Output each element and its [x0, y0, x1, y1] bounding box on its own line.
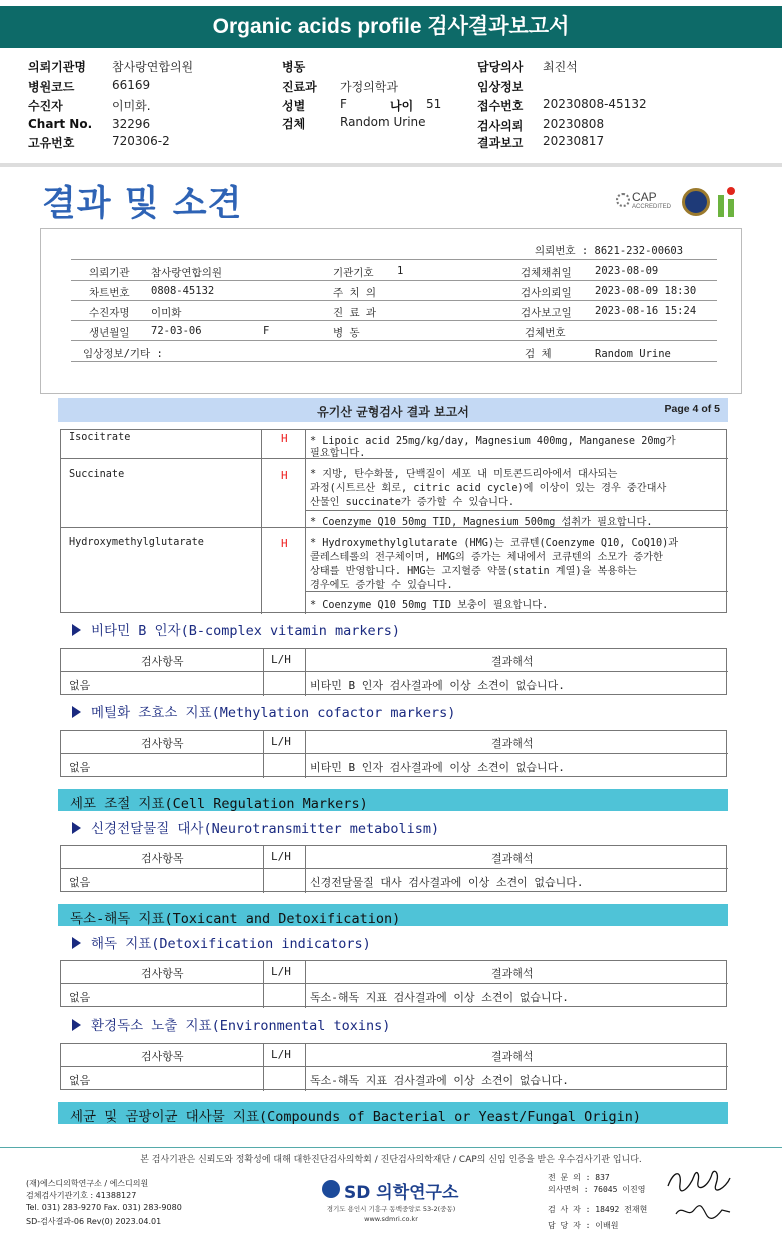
header-label: 임상정보	[477, 80, 524, 94]
age-value: 51	[426, 97, 442, 111]
subsection-heading	[72, 619, 400, 639]
organic-acid-results-table	[60, 429, 727, 613]
sd-logo-icon	[322, 1180, 340, 1198]
interpretation-line: 필요합니다.	[310, 448, 366, 459]
col-header-lh: L/H	[271, 965, 291, 978]
item-cell: 없음	[69, 876, 91, 889]
accreditation-note: 본 검사기관은 신뢰도와 정확성에 대해 대한진단검사의학회 / 진단검사의학재단 / CAP의 신임 인증을 받은 우수검사기관 입니다.	[140, 1155, 642, 1165]
footer-divider	[0, 1147, 782, 1148]
info-value: 이미화	[151, 307, 182, 319]
interpretation-line: 산물인 succinate가 증가할 수 있습니다.	[310, 497, 514, 508]
cap-logo-text: CAP	[632, 190, 657, 204]
category-title: 세포 조절 지표(Cell Regulation Markers)	[70, 796, 368, 812]
info-label: 병 동	[333, 327, 360, 339]
category-bar	[58, 789, 728, 811]
header-label: 수진자	[28, 99, 63, 113]
interpretation-line: * 지방, 탄수화물, 단백질이 세포 내 미토콘드리아에서 대사되는	[310, 469, 618, 480]
info-label: 임상정보/기타 :	[83, 348, 163, 360]
cap-emblem-icon	[616, 193, 630, 207]
info-label: 의뢰기관	[89, 267, 130, 279]
info-value: Random Urine	[595, 348, 671, 360]
category-bar	[58, 1102, 728, 1124]
header-value: 720306-2	[112, 134, 170, 148]
divider	[71, 300, 717, 301]
divider	[71, 320, 717, 321]
result-cell: 비타민 B 인자 검사결과에 이상 소견이 없습니다.	[310, 679, 565, 692]
header-value: 이미화.	[112, 99, 151, 113]
header-label: 병동	[282, 60, 306, 74]
info-label: 기관기호	[333, 267, 374, 279]
col-header-item: 검사항목	[141, 967, 184, 980]
info-label: 주 치 의	[333, 287, 377, 299]
interpretation-line: 과정(시트르산 회로, citric acid cycle)에 이상이 있는 경우 중간대사	[310, 483, 667, 494]
interpretation-line: * Lipoic acid 25mg/kg/day, Magnesium 400mg, Manganese 20mg가	[310, 436, 676, 447]
header-value: F	[340, 97, 347, 111]
info-value: 1	[397, 265, 404, 277]
col-header-interp: 결과해석	[491, 967, 534, 980]
header-value: 20230817	[543, 134, 605, 148]
result-cell: 독소-해독 지표 검사결과에 이상 소견이 없습니다.	[310, 991, 569, 1004]
triangle-bullet-icon	[72, 706, 81, 718]
col-header-item: 검사항목	[141, 1050, 184, 1063]
b-vitamin-table	[60, 648, 727, 695]
result-cell: 독소-해독 지표 검사결과에 이상 소견이 없습니다.	[310, 1074, 569, 1087]
result-cell: 비타민 B 인자 검사결과에 이상 소견이 없습니다.	[310, 761, 565, 774]
subsection-title: 신경전달물질 대사(Neurotransmitter metabolism)	[91, 821, 440, 837]
lab-address: 경기도 용인시 기흥구 동백중앙로 53-2(중동)	[326, 1205, 456, 1213]
info-label: 검 체	[525, 348, 552, 360]
header-label: 접수번호	[477, 99, 524, 113]
col-header-interp: 결과해석	[491, 852, 534, 865]
doctor-signature	[664, 1166, 734, 1194]
info-label: 생년월일	[89, 327, 130, 339]
interpretation-extra: * Coenzyme Q10 50mg TID, Magnesium 500mg 섭취가 필요합니다.	[310, 517, 653, 528]
header-label: 결과보고	[477, 136, 524, 150]
subsection-heading	[72, 817, 439, 837]
lab-brand-logo	[716, 187, 742, 217]
header-value: 32296	[112, 117, 151, 131]
header-value: 20230808	[543, 117, 605, 131]
divider	[71, 259, 717, 260]
col-header-interp: 결과해석	[491, 655, 534, 668]
report-banner-title: Organic acids profile 검사결과보고서	[0, 6, 782, 48]
analyte-name: Succinate	[69, 469, 125, 480]
col-header-item: 검사항목	[141, 737, 184, 750]
report-title: 유기산 균형검사 결과 보고서	[317, 405, 469, 419]
info-value: 2023-08-09	[595, 265, 659, 277]
col-header-lh: L/H	[271, 653, 291, 666]
triangle-bullet-icon	[72, 822, 81, 834]
header-label: Chart No.	[28, 117, 93, 131]
info-value: 참사랑연합의원	[151, 267, 223, 279]
header-value: Random Urine	[340, 115, 426, 129]
detox-table	[60, 960, 727, 1007]
sd-brand-text: SD 의학연구소	[344, 1183, 459, 1203]
col-header-item: 검사항목	[141, 655, 184, 668]
header-label: 의뢰기관명	[28, 60, 86, 74]
subsection-heading	[72, 932, 371, 952]
page-indicator: Page 4 of 5	[664, 403, 720, 415]
doctor-license-line: 의사면허 : 76045 이진영	[548, 1185, 646, 1194]
specimen-info-box	[40, 228, 742, 394]
interpretation-line: * Hydroxymethylglutarate (HMG)는 코큐텐(Coenzyme Q10, CoQ10)과	[310, 538, 679, 549]
header-label: 고유번호	[28, 136, 75, 150]
header-divider	[0, 163, 782, 167]
subsection-title: 메틸화 조효소 지표(Methylation cofactor markers)	[91, 705, 456, 721]
header-value: 66169	[112, 78, 151, 92]
request-number: 의뢰번호 : 8621-232-00603	[535, 245, 684, 257]
age-label: 나이	[390, 99, 414, 113]
divider	[71, 361, 717, 362]
info-label: 검체채취일	[521, 267, 572, 279]
neurotransmitter-table	[60, 845, 727, 892]
interpretation-line: 경우에도 증가할 수 있습니다.	[310, 580, 453, 591]
form-id: SD-검사결과-06 Rev(0) 2023.04.01	[26, 1217, 162, 1226]
triangle-bullet-icon	[72, 937, 81, 949]
analyte-name: Hydroxymethylglutarate	[69, 537, 204, 548]
analyte-name: Isocitrate	[69, 432, 131, 443]
info-value: 0808-45132	[151, 285, 215, 297]
section-title: 결과 및 소견	[42, 184, 243, 224]
interpretation-line: 콜레스테롤의 전구체이며, HMG의 증가는 체내에서 코큐텐의 소모가 증가한	[310, 552, 663, 563]
triangle-bullet-icon	[72, 624, 81, 636]
info-label: 수진자명	[89, 307, 130, 319]
info-label: 차트번호	[89, 287, 130, 299]
lab-phone: Tel. 031) 283-9270 Fax. 031) 283-9080	[26, 1203, 182, 1212]
info-sex: F	[263, 325, 270, 337]
methylation-table	[60, 730, 727, 777]
subsection-heading	[72, 701, 455, 721]
category-title: 세균 및 곰팡이균 대사물 지표(Compounds of Bacterial or Yeast/Fungal Origin)	[70, 1109, 642, 1125]
info-value: 72-03-06	[151, 325, 202, 337]
category-bar	[58, 904, 728, 926]
triangle-bullet-icon	[72, 1019, 81, 1031]
high-flag: H	[281, 432, 288, 445]
info-value: 2023-08-16 15:24	[595, 305, 697, 317]
info-label: 검사의뢰일	[521, 287, 572, 299]
item-cell: 없음	[69, 761, 91, 774]
subsection-title: 비타민 B 인자(B-complex vitamin markers)	[91, 623, 401, 639]
header-value: 가정의학과	[340, 80, 398, 94]
header-label: 진료과	[282, 80, 317, 94]
cap-logo-subtext: ACCREDITED	[632, 204, 672, 210]
lab-code: 검체검사기관기호 : 41388127	[26, 1191, 137, 1200]
lab-name: (재)에스디의학연구소 / 에스디의원	[26, 1179, 149, 1188]
header-label: 성별	[282, 99, 306, 113]
col-header-item: 검사항목	[141, 852, 184, 865]
high-flag: H	[281, 469, 288, 482]
col-header-lh: L/H	[271, 735, 291, 748]
certification-seal-icon	[682, 188, 710, 216]
col-header-interp: 결과해석	[491, 1050, 534, 1063]
high-flag: H	[281, 537, 288, 550]
header-label: 검체	[282, 117, 306, 131]
header-label: 검사의뢰	[477, 119, 524, 133]
manager-line: 담 당 자 : 이배원	[548, 1221, 619, 1230]
item-cell: 없음	[69, 991, 91, 1004]
header-value: 20230808-45132	[543, 97, 647, 111]
specialist-line: 전 문 의 : 837	[548, 1173, 610, 1182]
header-label: 담당의사	[477, 60, 524, 74]
info-label: 검사보고일	[521, 307, 572, 319]
sd-lab-logo	[322, 1178, 462, 1203]
report-title-bar	[58, 398, 728, 422]
result-cell: 신경전달물질 대사 검사결과에 이상 소견이 없습니다.	[310, 876, 584, 889]
interpretation-line: 상태를 반영합니다. HMG는 고지혈증 약물(statin 계열)을 복용하는	[310, 566, 637, 577]
info-value: 2023-08-09 18:30	[595, 285, 697, 297]
tester-signature	[672, 1200, 734, 1224]
environmental-table	[60, 1043, 727, 1090]
patient-header	[0, 54, 782, 166]
col-header-lh: L/H	[271, 850, 291, 863]
info-label: 진 료 과	[333, 307, 377, 319]
item-cell: 없음	[69, 1074, 91, 1087]
subsection-title: 환경독소 노출 지표(Environmental toxins)	[91, 1018, 391, 1034]
interpretation-extra: * Coenzyme Q10 50mg TID 보충이 필요합니다.	[310, 600, 549, 611]
divider	[71, 340, 717, 341]
col-header-interp: 결과해석	[491, 737, 534, 750]
divider	[71, 280, 717, 281]
category-title: 독소-해독 지표(Toxicant and Detoxification)	[70, 911, 401, 927]
header-value: 최진석	[543, 60, 578, 74]
header-value: 참사랑연합의원	[112, 60, 194, 74]
item-cell: 없음	[69, 679, 91, 692]
col-header-lh: L/H	[271, 1048, 291, 1061]
subsection-heading	[72, 1014, 390, 1034]
subsection-title: 해독 지표(Detoxification indicators)	[91, 936, 371, 952]
cap-accredited-logo	[616, 190, 676, 216]
info-label: 검체번호	[525, 327, 566, 339]
header-label: 병원코드	[28, 80, 75, 94]
lab-website: www.sdmri.co.kr	[364, 1215, 418, 1223]
tester-line: 검 사 자 : 18492 전재현	[548, 1205, 648, 1214]
